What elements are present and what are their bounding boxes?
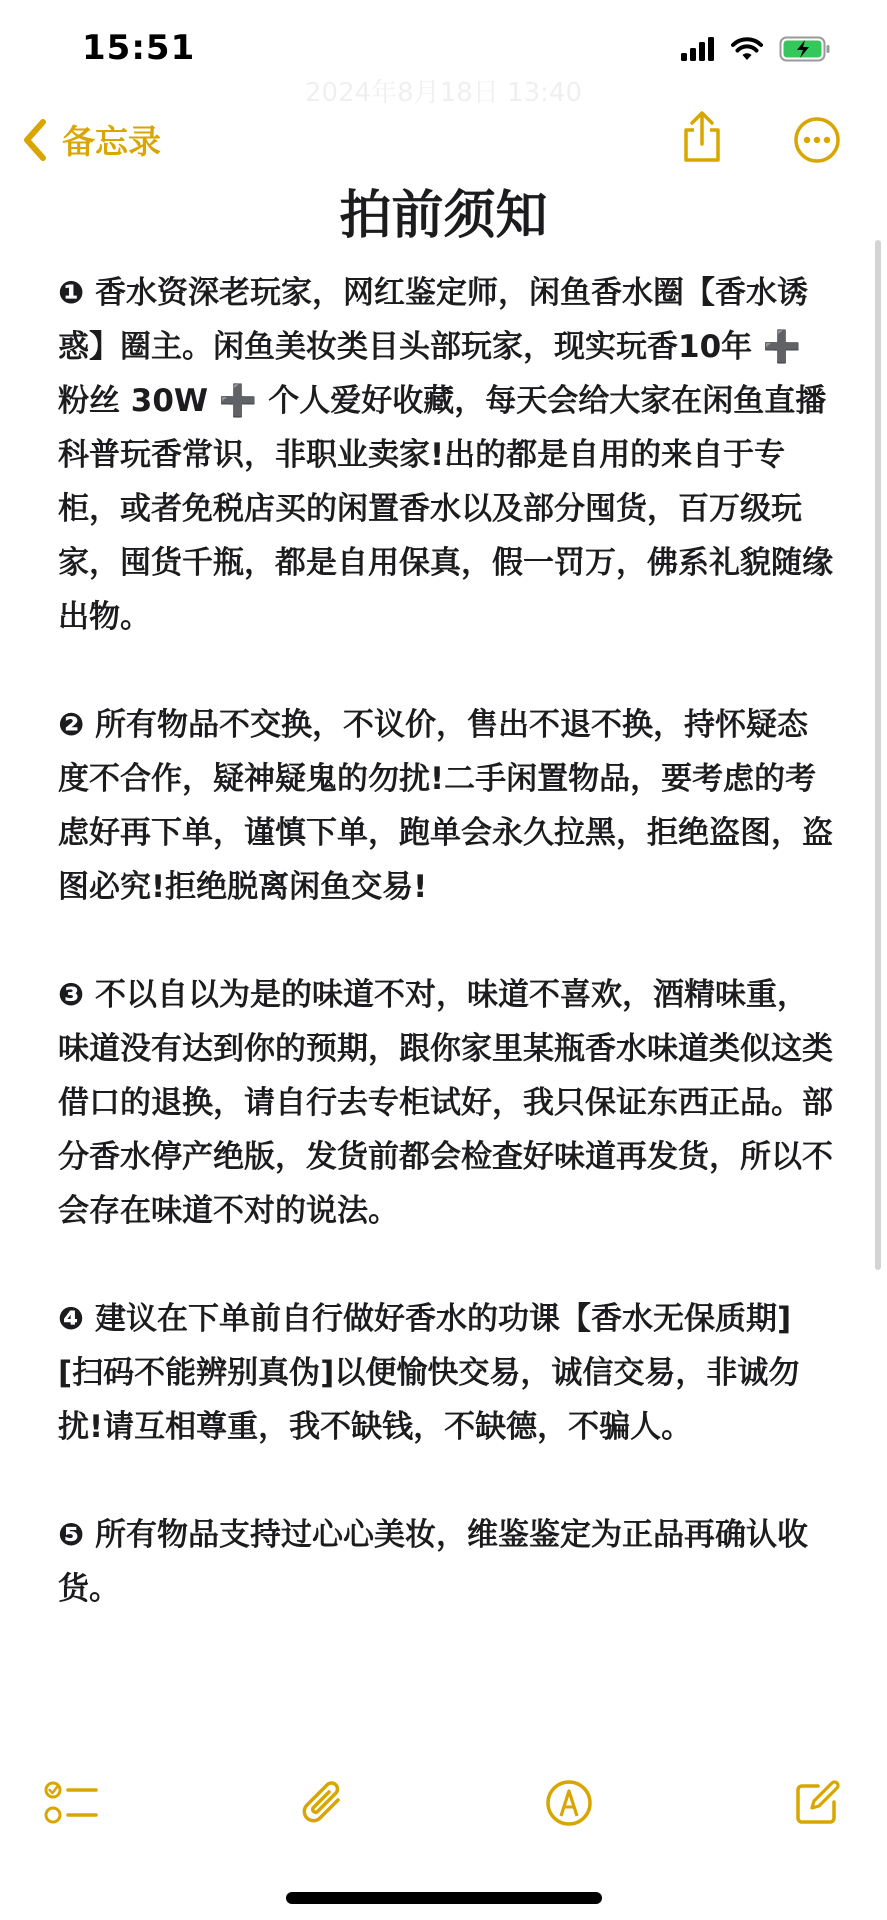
- status-time: 15:51: [82, 28, 196, 68]
- signal-icon: [681, 37, 715, 61]
- back-button[interactable]: [22, 116, 161, 163]
- ellipsis-circle-icon: [793, 116, 841, 164]
- note-title[interactable]: 拍前须知: [339, 186, 548, 246]
- back-label: 备忘录: [62, 122, 161, 161]
- note-paragraph-5: ❺ 所有物品支持过心心美妆，维鉴鉴定为正品再确认收货。: [58, 1517, 809, 1607]
- attachment-button[interactable]: [298, 1778, 348, 1834]
- scroll-indicator[interactable]: [875, 240, 881, 1270]
- note-paragraph-4: ❹ 建议在下单前自行做好香水的功课【香水无保质期][扫码不能辨别真伪]以便愉快交易，诚信交易，非诚勿扰!请互相尊重，我不缺钱，不缺德，不骗人。: [58, 1301, 800, 1445]
- share-button[interactable]: [680, 110, 724, 168]
- markup-button[interactable]: [544, 1778, 594, 1832]
- markup-pen-icon: [544, 1778, 594, 1828]
- faded-date: 2024年8月18日 13:40: [305, 78, 582, 108]
- status-icons: [681, 34, 831, 64]
- note-paragraph-1: ❶ 香水资深老玩家，网红鉴定师，闲鱼香水圈【香水诱惑】圈主。闲鱼美妆类目头部玩家，现实玩香10年 ➕ 粉丝 30W ➕ 个人爱好收藏，每天会给大家在闲鱼直播科普玩香常识，非职业卖家!出的都是自用的来自于专柜，或者免税店买的闲置香水以及部分囤货，百万级玩家，囤货千瓶，都是自用保真，假一罚万，佛系礼貌随缘出物。: [58, 275, 833, 635]
- compose-button[interactable]: [792, 1778, 842, 1832]
- note-paragraph-3: ❸ 不以自以为是的味道不对，味道不喜欢，酒精味重，味道没有达到你的预期，跟你家里某瓶香水味道类似这类借口的退换，请自行去专柜试好，我只保证东西正品。部分香水停产绝版，发货前都会检查好味道再发货，所以不会存在味道不对的说法。: [58, 977, 833, 1229]
- chevron-left-icon: [22, 118, 48, 162]
- paperclip-icon: [298, 1778, 348, 1830]
- battery-charging-icon: [779, 36, 831, 62]
- note-paragraph-2: ❷ 所有物品不交换，不议价，售出不退不换，持怀疑态度不合作，疑神疑鬼的勿扰!二手闲置物品，要考虑的考虑好再下单，谨慎下单，跑单会永久拉黑，拒绝盗图，盗图必究!拒绝脱离闲鱼交易!: [58, 707, 833, 905]
- checklist-icon: [44, 1778, 100, 1828]
- more-button[interactable]: [793, 116, 841, 168]
- checklist-button[interactable]: [44, 1778, 100, 1832]
- nav-bar: [0, 108, 887, 178]
- bottom-toolbar: [0, 1768, 887, 1838]
- compose-icon: [792, 1778, 842, 1828]
- note-body[interactable]: [58, 266, 833, 1616]
- wifi-icon: [731, 37, 763, 61]
- home-indicator[interactable]: [286, 1892, 602, 1904]
- share-icon: [680, 110, 724, 164]
